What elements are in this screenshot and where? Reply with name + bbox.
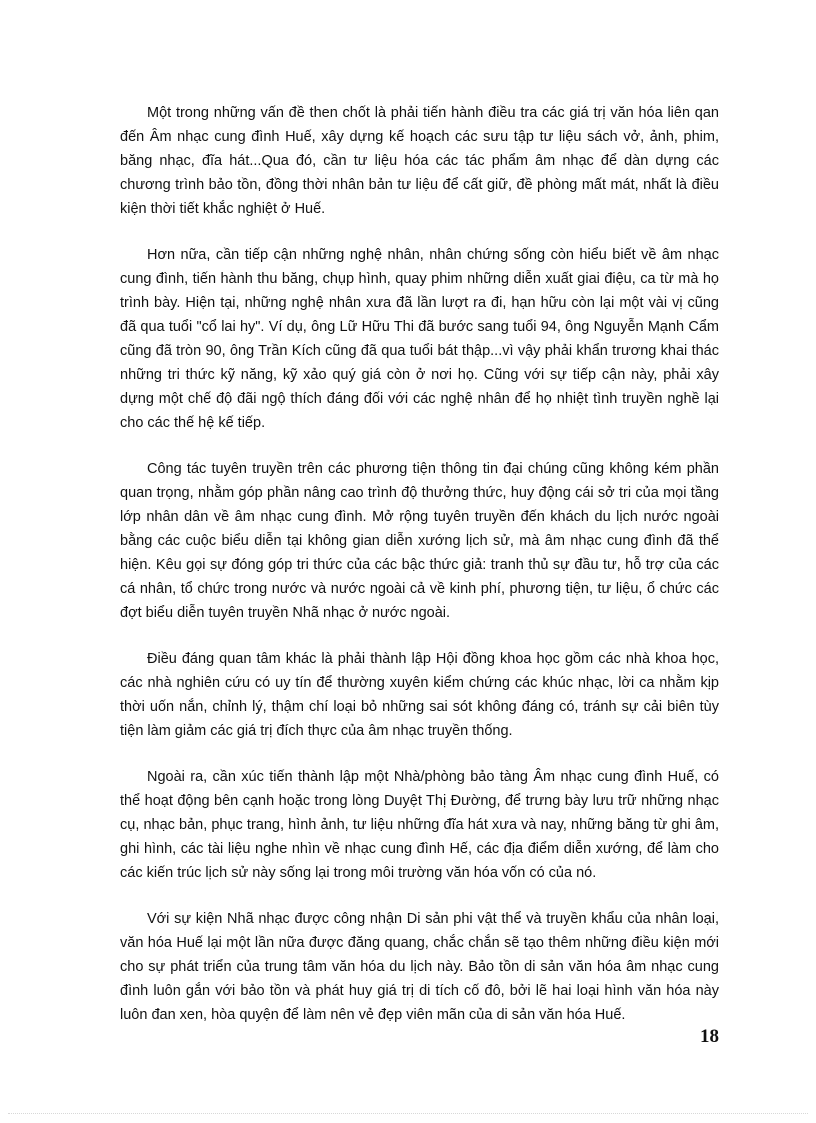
paragraph-5: Ngoài ra, cần xúc tiến thành lập một Nhà/phòng bảo tàng Âm nhạc cung đình Huế, có thể hoạt động bên cạnh hoặc trong lòng Duyệt Thị Đường, để trưng bày lưu trữ những nhạc cụ, nhạc bản, phục trang, hình ảnh, tư liệu những đĩa hát xưa và nay, những băng từ ghi âm, ghi hình, các tài liệu nghe nhìn về nhạc cung đình Hế, các địa điểm diễn xướng, để làm cho các kiến trúc lịch sử này sống lại trong môi trường văn hóa vốn có của nó. (120, 769, 719, 881)
paragraph-3: Công tác tuyên truyền trên các phương tiện thông tin đại chúng cũng không kém phần quan trọng, nhằm góp phần nâng cao trình độ thưởng thức, huy động cái sở tri của mọi tầng lớp nhân dân về âm nhạc cung đình. Mở rộng tuyên truyền đến khách du lịch nước ngoài bằng các cuộc biểu diễn tại không gian diễn xướng lịch sử, mà âm nhạc cung đình đã thể hiện. Kêu gọi sự đóng góp tri thức của các bậc thức giả: tranh thủ sự đầu tư, hỗ trợ của các cá nhân, tổ chức trong nước và nước ngoài cả về kinh phí, phương tiện, tư liệu, ổ chức các đợt biểu diễn tuyên truyền Nhã nhạc ở nước ngoài. (120, 461, 719, 621)
page-number: 18 (700, 1026, 719, 1047)
paragraph-6: Với sự kiện Nhã nhạc được công nhận Di sản phi vật thể và truyền khẩu của nhân loại, văn hóa Huế lại một lần nữa được đăng quang, chắc chắn sẽ tạo thêm những điều kiện mới cho sự phát triển của trung tâm văn hóa du lịch này. Bảo tồn di sản văn hóa âm nhạc cung đình luôn gắn với bảo tồn và phát huy giá trị di tích cố đô, bởi lẽ hai loại hình văn hóa này luôn đan xen, hòa quyện để làm nên vẻ đẹp viên mãn của di sản văn hóa Huế. (120, 911, 719, 1023)
paragraph-4: Điều đáng quan tâm khác là phải thành lập Hội đồng khoa học gồm các nhà khoa học, các nhà nghiên cứu có uy tín để thường xuyên kiểm chứng các khúc nhạc, lời ca nhằm kịp thời uốn nắn, chỉnh lý, thậm chí loại bỏ những sai sót không đáng có, tránh sự cải biên tùy tiện làm giảm các giá trị đích thực của âm nhạc truyền thống. (120, 651, 719, 739)
paragraph-2: Hơn nữa, cần tiếp cận những nghệ nhân, nhân chứng sống còn hiểu biết về âm nhạc cung đình, tiến hành thu băng, chụp hình, quay phim những diễn xuất giai điệu, ca từ mà họ trình bày. Hiện tại, những nghệ nhân xưa đã lần lượt ra đi, hạn hữu còn lại một vài vị cũng đã qua tuổi "cổ lai hy". Ví dụ, ông Lữ Hữu Thi đã bước sang tuổi 94, ông Nguyễn Mạnh Cẩm cũng đã tròn 90, ông Trần Kích cũng đã qua tuổi bát thập...vì vậy phải khẩn trương khai thác những tri thức kỹ năng, kỹ xảo quý giá còn ở nơi họ. Cũng với sự tiếp cận này, phải xây dựng một chế độ đãi ngộ thích đáng đối với các nghệ nhân để họ nhiệt tình truyền nghề lại cho các thế hệ kế tiếp. (120, 247, 719, 431)
page-bottom-divider (8, 1113, 808, 1114)
body-text (120, 101, 719, 1049)
paragraph-1: Một trong những vấn đề then chốt là phải tiến hành điều tra các giá trị văn hóa liên qan đến Âm nhạc cung đình Huế, xây dựng kế hoạch các sưu tập tư liệu sách vở, ảnh, phim, băng nhạc, đĩa hát...Qua đó, cần tư liệu hóa các tác phẩm âm nhạc để dàn dựng các chương trình bảo tồn, đồng thời nhân bản tư liệu để cất giữ, đề phòng mất mát, nhất là điều kiện thời tiết khắc nghiệt ở Huế. (120, 105, 719, 217)
